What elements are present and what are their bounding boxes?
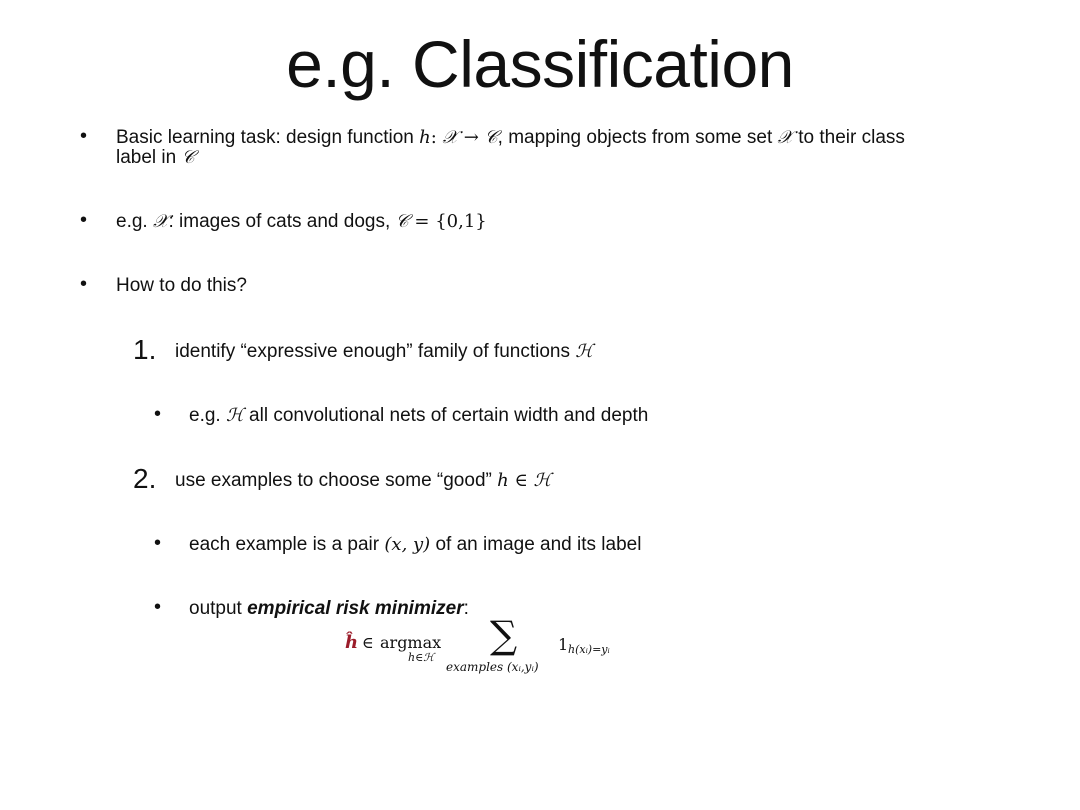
slide-title: e.g. Classification [286, 27, 794, 101]
step-1-sub: e.g. ℋ all convolutional nets of certain width and depth [189, 405, 649, 426]
indicator-subscript: h(xᵢ)=yᵢ [568, 643, 610, 656]
sub-bullet-dot: • [154, 403, 162, 425]
step-number-1: 1. [133, 334, 157, 365]
sum-symbol: ∑ [490, 613, 518, 657]
bullet-how: How to do this? [116, 275, 247, 296]
bullet-example: e.g. 𝒳: images of cats and dogs, 𝒞 = {0,1} [116, 211, 487, 232]
step-1-text: identify “expressive enough” family of functions ℋ [175, 341, 594, 362]
erm-formula [342, 613, 642, 688]
sum-subscript: examples (xᵢ,yᵢ) [446, 660, 539, 674]
argmax: argmax [380, 633, 442, 652]
sub-bullet-dot: • [154, 596, 162, 618]
bullet-task: Basic learning task: design function h: 𝒳 → 𝒞, mapping objects from some set 𝒳 to their class label in 𝒞 [116, 127, 905, 168]
argmax-subscript: h∈ℋ [408, 651, 435, 664]
step-2-sub-output: output empirical risk minimizer: [189, 598, 469, 619]
h-hat: ĥ [345, 632, 359, 653]
bullet-dot: • [80, 209, 88, 231]
step-number-2: 2. [133, 463, 157, 494]
step-2-sub-pair: each example is a pair (x, y) of an image and its label [189, 534, 642, 555]
bullet-dot: • [80, 273, 88, 295]
step-2-text: use examples to choose some “good” h ∈ ℋ [175, 470, 552, 491]
indicator: 1 [558, 635, 569, 654]
sub-bullet-dot: • [154, 532, 162, 554]
bullet-dot: • [80, 125, 88, 147]
element-of: ∈ [362, 633, 374, 652]
